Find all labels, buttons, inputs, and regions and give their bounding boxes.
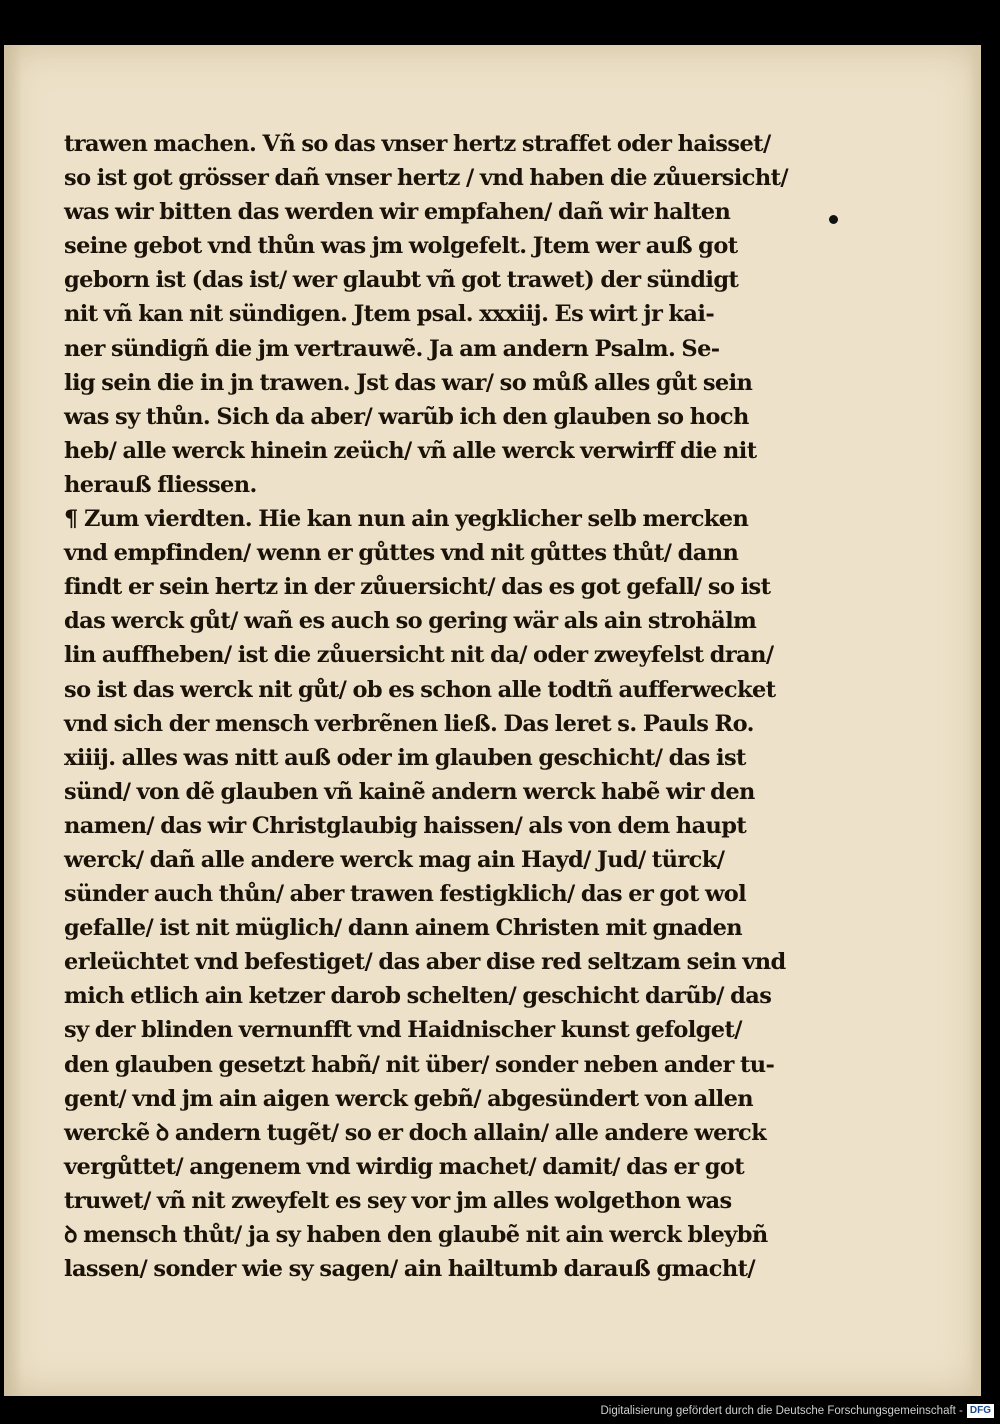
text-line: nit vñ kan nit sündigen. Jtem psal. xxxiij. Es wirt jr kai- xyxy=(64,301,715,328)
text-line: sy der blinden vernunfft vnd Haidnischer kunst gefolget/ xyxy=(64,1017,742,1044)
text-line: lig sein die in jn trawen. Jst das war/ so můß alles gůt sein xyxy=(64,369,753,396)
text-line: so ist got grösser dañ vnser hertz / vnd haben die zůuersicht/ xyxy=(64,165,788,192)
text-line: truwet/ vñ nit zweyfelt es sey vor jm alles wolgethon was xyxy=(64,1187,732,1214)
digitization-credit xyxy=(600,1402,994,1420)
book-page xyxy=(4,45,981,1396)
text-line: findt er sein hertz in der zůuersicht/ das es got gefall/ so ist xyxy=(64,574,771,601)
text-line: trawen machen. Vñ so das vnser hertz straffet oder haisset/ xyxy=(64,131,771,157)
text-line: vnd sich der mensch verbrẽnen ließ. Das leret s. Pauls Ro. xyxy=(64,710,754,737)
text-line: mich etlich ain ketzer darob schelten/ geschicht darũb/ das xyxy=(64,983,772,1010)
text-line: lassen/ sonder wie sy sagen/ ain hailtumb darauß gmacht/ xyxy=(64,1256,755,1283)
text-line: ¶ Zum vierdten. Hie kan nun ain yegklicher selb mercken xyxy=(64,506,749,533)
page-text xyxy=(64,127,788,1286)
text-line: sünd/ von dẽ glauben vñ kainẽ andern werck habẽ wir den xyxy=(64,778,755,805)
text-line: ꝺ mensch thůt/ ja sy haben den glaubẽ nit ain werck bleybñ xyxy=(64,1222,768,1248)
text-line: gefalle/ ist nit müglich/ dann ainem Christen mit gnaden xyxy=(64,915,743,942)
dfg-logo: DFG xyxy=(967,1404,994,1418)
text-line: xiiij. alles was nitt auß oder im glauben geschicht/ das ist xyxy=(64,744,746,771)
credit-text: Digitalisierung gefördert durch die Deutsche Forschungsgemeinschaft - xyxy=(600,1405,963,1417)
text-line: was wir bitten das werden wir empfahen/ dañ wir halten xyxy=(64,199,731,226)
text-line: ner sündigñ die jm vertrauwẽ. Ja am andern Psalm. Se- xyxy=(64,335,720,362)
text-line: vnd empfinden/ wenn er gůttes vnd nit gůttes thůt/ dann xyxy=(64,540,739,567)
text-line: lin auffheben/ ist die zůuersicht nit da/ oder zweyfelst dran/ xyxy=(64,642,774,669)
text-line: namen/ das wir Christglaubig haissen/ als von dem haupt xyxy=(64,812,747,839)
text-line: das werck gůt/ wañ es auch so gering wär als ain strohälm xyxy=(64,608,757,635)
text-line: vergůttet/ angenem vnd wirdig machet/ damit/ das er got xyxy=(64,1153,745,1180)
text-line: den glauben gesetzt habñ/ nit über/ sonder neben ander tu- xyxy=(64,1051,775,1078)
text-line: so ist das werck nit gůt/ ob es schon alle todtñ aufferwecket xyxy=(64,676,776,703)
ink-spot xyxy=(829,215,838,224)
text-line: werck/ dañ alle andere werck mag ain Hayd/ Jud/ türck/ xyxy=(64,846,725,873)
text-line: was sy thůn. Sich da aber/ warũb ich den glauben so hoch xyxy=(64,403,749,430)
text-line: sünder auch thůn/ aber trawen festigklich/ das er got wol xyxy=(64,881,747,908)
text-line: geborn ist (das ist/ wer glaubt vñ got trawet) der sündigt xyxy=(64,267,739,294)
text-line: werckẽ ꝺ andern tugẽt/ so er doch allain/ alle andere werck xyxy=(64,1119,767,1146)
text-line: herauß fliessen. xyxy=(64,471,257,498)
text-line: seine gebot vnd thůn was jm wolgefelt. Jtem wer auß got xyxy=(64,233,738,260)
text-line: heb/ alle werck hinein zeüch/ vñ alle werck verwirff die nit xyxy=(64,437,757,464)
text-line: erleüchtet vnd befestiget/ das aber dise red seltzam sein vnd xyxy=(64,949,786,976)
text-line: gent/ vnd jm ain aigen werck gebñ/ abgesündert von allen xyxy=(64,1085,754,1112)
